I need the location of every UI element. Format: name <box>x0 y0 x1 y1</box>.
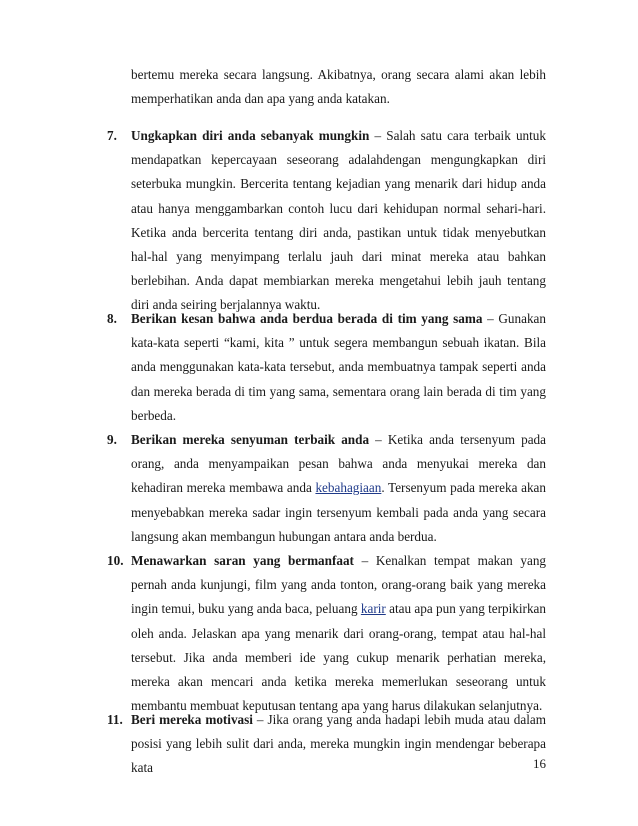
item-text: . Tersenyum pada mereka akan menyebabkan mereka sadar ingin tersenyum kembali pada anda yang secara langsung akan membangun hubungan antara anda berdua. <box>131 480 546 544</box>
item-heading: Berikan kesan bahwa anda berdua berada di tim yang sama <box>131 311 483 326</box>
list-item-body <box>131 708 546 781</box>
item-text: – Kenalkan tempat makan yang pernah anda kunjungi, film yang anda tonton, orang-orang baik yang mereka ingin temui, buku yang anda baca, peluang <box>131 553 547 617</box>
list-number: 7. <box>107 128 117 143</box>
list-number: 10. <box>107 553 124 568</box>
list-item-10 <box>107 549 546 718</box>
item-heading: Berikan mereka senyuman terbaik anda <box>131 432 370 447</box>
list-number: 11. <box>107 712 123 727</box>
item-text: – Ketika anda tersenyum pada orang, anda menyampaikan pesan bahwa anda menyukai mereka dan kehadiran mereka membawa anda <box>131 432 546 496</box>
list-item-body <box>131 549 546 718</box>
list-item-body <box>131 307 546 428</box>
item-heading: Ungkapkan diri anda sebanyak mungkin <box>131 128 370 143</box>
list-item-9 <box>107 428 546 549</box>
list-item-body <box>131 124 546 318</box>
kebahagiaan-link[interactable]: kebahagiaan <box>315 480 382 496</box>
page-number: 16 <box>533 756 546 771</box>
karir-link[interactable]: karir <box>360 601 386 617</box>
item-text: – Jika orang yang anda hadapi lebih muda atau dalam posisi yang lebih sulit dari anda, mereka mungkin ingin mendengar beberapa kata <box>131 712 546 776</box>
paragraph-continuation: bertemu mereka secara langsung. Akibatnya, orang secara alami akan lebih memperhatikan anda dan apa yang anda katakan. <box>131 67 546 107</box>
list-number: 9. <box>107 432 117 447</box>
item-heading: Beri mereka motivasi <box>131 712 253 727</box>
list-item-8 <box>107 307 546 428</box>
list-item-7 <box>107 124 546 318</box>
item-text: – Salah satu cara terbaik untuk mendapatkan kepercayaan seseorang adalahdengan mengungkapkan diri seterbuka mungkin. Bercerita tentang kejadian yang menarik dari hidup anda atau hanya menggambarkan contoh lucu dari kehidupan normal sehari-hari. Ketika anda bercerita tentang diri anda, pastikan untuk tidak menyebutkan hal-hal yang menyimpang terlalu jauh dari minat mereka atau bahkan berlebihan. Anda dapat membiarkan mereka mengetahui lebih jauh tentang diri anda seiring berjalannya waktu. <box>131 128 546 313</box>
list-item-11 <box>107 708 546 781</box>
item-text: atau apa pun yang terpikirkan oleh anda. Jelaskan apa yang menarik dari orang-orang, tempat atau hal-hal tersebut. Jika anda memberi ide yang cukup menarik perhatian mereka, mereka akan mencari anda ketika mereka memerlukan seseorang untuk membantu membuat keputusan tentang apa yang harus dilakukan selanjutnya. <box>131 601 546 714</box>
item-text: – Gunakan kata-kata seperti “kami, kita ” untuk segera membangun sebuah ikatan. Bila anda menggunakan kata-kata tersebut, anda membuatnya tampak seperti anda dan mereka berada di tim yang sama, sementara orang lain berada di tim yang berbeda. <box>131 311 546 423</box>
list-item-body <box>131 428 546 549</box>
list-number: 8. <box>107 311 117 326</box>
item-heading: Menawarkan saran yang bermanfaat <box>131 553 354 568</box>
